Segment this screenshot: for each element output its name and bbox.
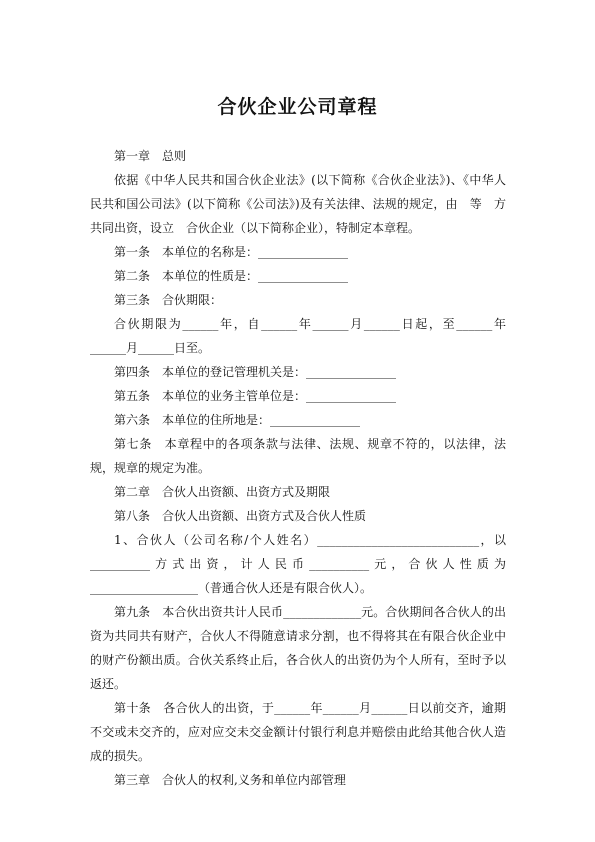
article-paragraph: 第八条 合伙人出资额、出资方式及合伙人性质 <box>114 509 367 523</box>
term-paragraph: 合伙期限为______年，自______年______月______日起，至______年______月______日至。 <box>90 317 506 355</box>
chapter-heading: 第二章 合伙人出资额、出资方式及期限 <box>114 485 331 499</box>
article-paragraph: 第四条 本单位的登记管理机关是：_______________ <box>114 365 397 379</box>
article-paragraph: 第十条 各合伙人的出资，于______年______月______日以前交齐，逾期不交或未交齐的，应对应交未交金额计付银行利息并赔偿由此给其他合伙人造成的损失。 <box>90 701 506 763</box>
article-paragraph: 第一条 本单位的名称是：_______________ <box>114 245 349 259</box>
partner-item-paragraph: 1、合伙人（公司名称/个人姓名）___________________________，以__________方式出资，计人民币__________元，合伙人性质为__________________（普通合伙人还是有限合伙人）。 <box>90 533 506 595</box>
article-paragraph: 第九条 本合伙出资共计人民币_____________元。合伙期间各合伙人的出资为共同共有财产，合伙人不得随意请求分割，也不得将其在有限合伙企业中的财产份额出质。合伙关系终止后，各合伙人的出资仍为个人所有，至时予以返还。 <box>90 605 506 691</box>
article-paragraph: 第三条 合伙期限： <box>114 293 223 307</box>
intro-paragraph: 依据《中华人民共和国合伙企业法》(以下简称《合伙企业法》)、《中华人民共和国公司法》(以下简称《公司法》)及有关法律、法规的规定，由 等 方共同出资，设立 合伙企业（以下简称企业），特制定本章程。 <box>90 173 506 235</box>
chapter-heading: 第三章 合伙人的权利,义务和单位内部管理 <box>114 773 346 787</box>
chapter-heading: 第一章 总则 <box>114 149 187 163</box>
article-paragraph: 第二条 本单位的性质是：_______________ <box>114 269 349 283</box>
document-title: 合伙企业公司章程 <box>217 96 378 118</box>
article-paragraph: 第七条 本章程中的各项条款与法律、法规、规章不符的，以法律，法规，规章的规定为准。 <box>90 437 506 475</box>
article-paragraph: 第五条 本单位的业务主管单位是：_______________ <box>114 389 397 403</box>
article-paragraph: 第六条 本单位的住所地是：_______________ <box>114 413 361 427</box>
document-body <box>90 144 506 792</box>
